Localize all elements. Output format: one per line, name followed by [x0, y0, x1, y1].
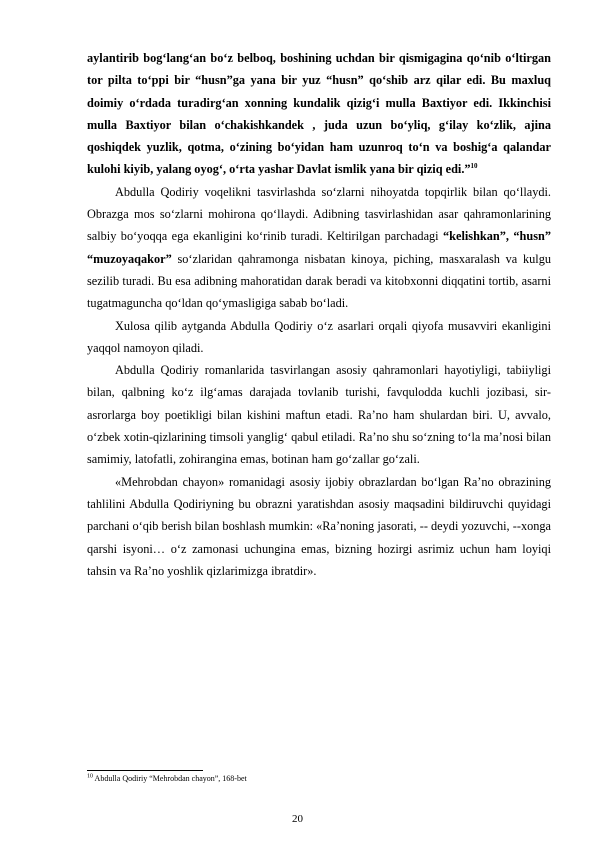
- paragraph-2: Xulosa qilib aytganda Abdulla Qodiriy o‘z asarlari orqali qiyofa musavviri ekanligini yaqqol namoyon qiladi.: [87, 318, 551, 355]
- paragraph-1: [87, 181, 551, 315]
- footnote: [87, 774, 551, 784]
- paragraph-4: «Mehrobdan chayon» romanidagi asosiy ijobiy obrazlardan bo‘lgan Ra’no obrazining tahlilini Abdulla Qodiriyning bu obrazni yaratishdan asosiy maqsadini bildiruvchi quyidagi parchani o‘qib berish bilan boshlash mumkin: «Ra’noning jasorati, -- deydi yozuvchi, --xonga qarshi isyoni… o‘z zamonasi uchungina emas, bizning hozirgi asrimiz uchun ham loyiqi tahsin va Ra’no yoshlik qizlarimizga ibratdir».: [87, 474, 551, 578]
- footnote-reference: 10: [470, 162, 478, 171]
- quoted-passage: [87, 47, 551, 181]
- footnote-separator: [87, 770, 203, 771]
- paragraph-1-bold-words: “kelishkan”, “husn” “muzoyaqakor”: [87, 229, 551, 266]
- body-text: [87, 47, 551, 582]
- paragraph-1-end: so‘zlaridan qahramonga nisbatan kinoya, piching, masxaralash va kulgu sezilib turadi. Bu esa adibning mahoratidan darak beradi va kitobxonni diqqatini tortib, asarni tugatmaguncha qo‘ldan qo‘ymasligiga sabab bo‘ladi.: [87, 251, 551, 311]
- paragraph-3: Abdulla Qodiriy romanlarida tasvirlangan asosiy qahramonlari hayotiyligi, tabiiyligi bilan, qalbning ko‘z ilg‘amas darajada tovlanib turishi, favqulodda kuchli jozibasi, sir-asrorlarga boy poetikligi bilan kishini maftun etadi. Ra’no ham shulardan biri. U, avvalo, o‘zbek xotin-qizlarining timsoli yanglig‘ qabul etiladi. Ra’no shu so‘zning to‘la ma’nosi bilan samimiy, latofatli, zohirangina emas, botinan ham go‘zallar go‘zali.: [87, 363, 551, 467]
- page-number: 20: [292, 813, 303, 825]
- paragraph-1-start: Abdulla Qodiriy voqelikni tasvirlashda so‘zlarni nihoyatda topqirlik bilan qo‘llaydi. Obrazga mos so‘zlarni mohirona qo‘llaydi. Adibning tasvirlashidan asar qahramonlarining salbiy bo‘yoqqa ega ekanligini ko‘rinib turadi. Keltirilgan parchadagi: [87, 184, 551, 244]
- quoted-passage-text: aylantirib bog‘lang‘an bo‘z belboq, boshining uchdan bir qismigagina qo‘nib o‘ltirgan tor pilta to‘ppi bir “husn”ga yana bir yuz “husn” qo‘shib arz qilar edi. Bu maxluq doimiy o‘rdada turadirg‘an xonning kundalik qizig‘i mulla Baxtiyor edi. Ikkinchisi mulla Baxtiyor bilan o‘chakishkandek , juda uzun bo‘yliq, g‘ilay ko‘zlik, ajina qoshiqdek yuzlik, qotma, o‘zining bo‘yidan ham uzunroq to‘n va boshig‘a qalandar kulohi kiyib, yalang oyog‘, o‘rta yashar Davlat ismlik yana bir qiziq edi.”: [87, 51, 551, 177]
- footnote-text: Abdulla Qodiriy “Mehrobdan chayon”, 168-bet: [93, 774, 247, 783]
- footnote-number: 10: [87, 773, 93, 780]
